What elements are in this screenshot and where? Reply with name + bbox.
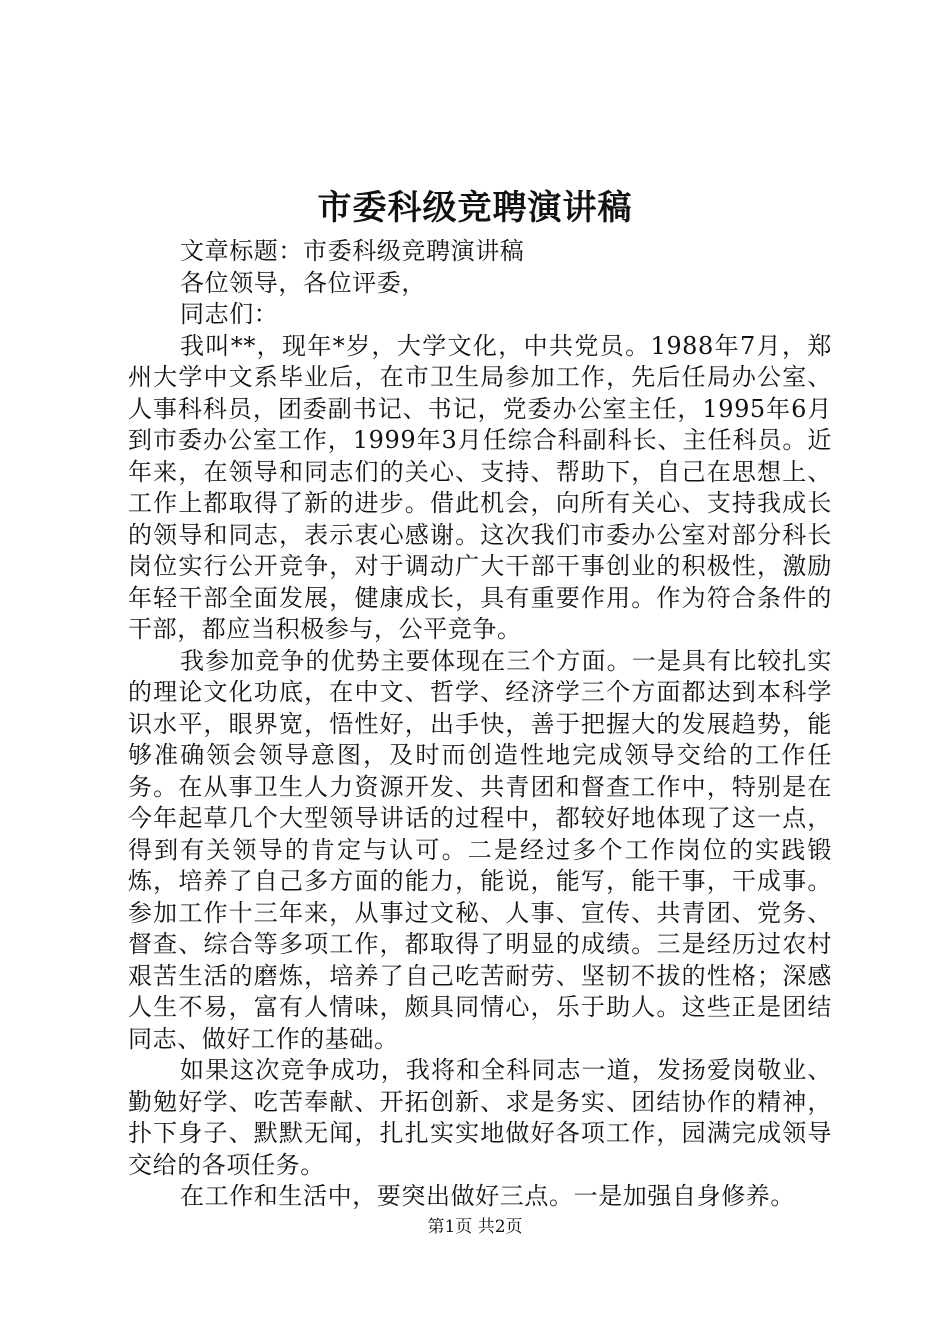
paragraph-advantages: 我参加竞争的优势主要体现在三个方面。一是具有比较扎实的理论文化功底，在中文、哲学、经济学三个方面都达到本科学识水平，眼界宽，悟性好，出手快，善于把握大的发展趋势，能够准确领会领导意图，及时而创造性地完成领导交给的工作任务。在从事卫生人力资源开发、共青团和督查工作中，特别是在今年起草几个大型领导讲话的过程中，都较好地体现了这一点，得到有关领导的肯定与认可。二是经过多个工作岗位的实践锻炼，培养了自己多方面的能力，能说，能写，能干事，干成事。参加工作十三年来，从事过文秘、人事、宣传、共青团、党务、督查、综合等多项工作，都取得了明显的成绩。三是经历过农村艰苦生活的磨炼，培养了自己吃苦耐劳、坚韧不拔的性格；深感人生不易，富有人情味，颇具同情心，乐于助人。这些正是团结同志、做好工作的基础。 bbox=[128, 646, 832, 1053]
paragraph-introduction: 我叫**，现年*岁，大学文化，中共党员。1988年7月，郑州大学中文系毕业后，在市卫生局参加工作，先后任局办公室、人事科科员，团委副书记、书记，党委办公室主任，1995年6月到市委办公室工作，1999年3月任综合科副科长、主任科员。近年来，在领导和同志们的关心、支持、帮助下，自己在思想上、工作上都取得了新的进步。借此机会，向所有关心、支持我成长的领导和同志，表示衷心感谢。这次我们市委办公室对部分科长岗位实行公开竞争，对于调动广大干部干事创业的积极性，激励年轻干部全面发展，健康成长，具有重要作用。作为符合条件的干部，都应当积极参与，公平竞争。 bbox=[128, 331, 832, 643]
paragraph-greeting: 同志们： bbox=[180, 300, 279, 328]
document-body bbox=[128, 236, 832, 1213]
paragraph-commitment: 如果这次竞争成功，我将和全科同志一道，发扬爱岗敬业、勤勉好学、吃苦奉献、开拓创新、求是务实、团结协作的精神，扑下身子、默默无闻，扎扎实实地做好各项工作，园满完成领导交给的各项任务。 bbox=[128, 1056, 832, 1179]
paragraph-article-title: 文章标题：市委科级竞聘演讲稿 bbox=[180, 237, 525, 265]
paragraph-work-focus: 在工作和生活中，要突出做好三点。一是加强自身修养。 bbox=[180, 1182, 795, 1210]
page-footer: 第1页 共2页 bbox=[427, 1217, 523, 1237]
document-title: 市委科级竞聘演讲稿 bbox=[317, 188, 633, 228]
paragraph-salutation: 各位领导，各位评委， bbox=[180, 268, 426, 297]
